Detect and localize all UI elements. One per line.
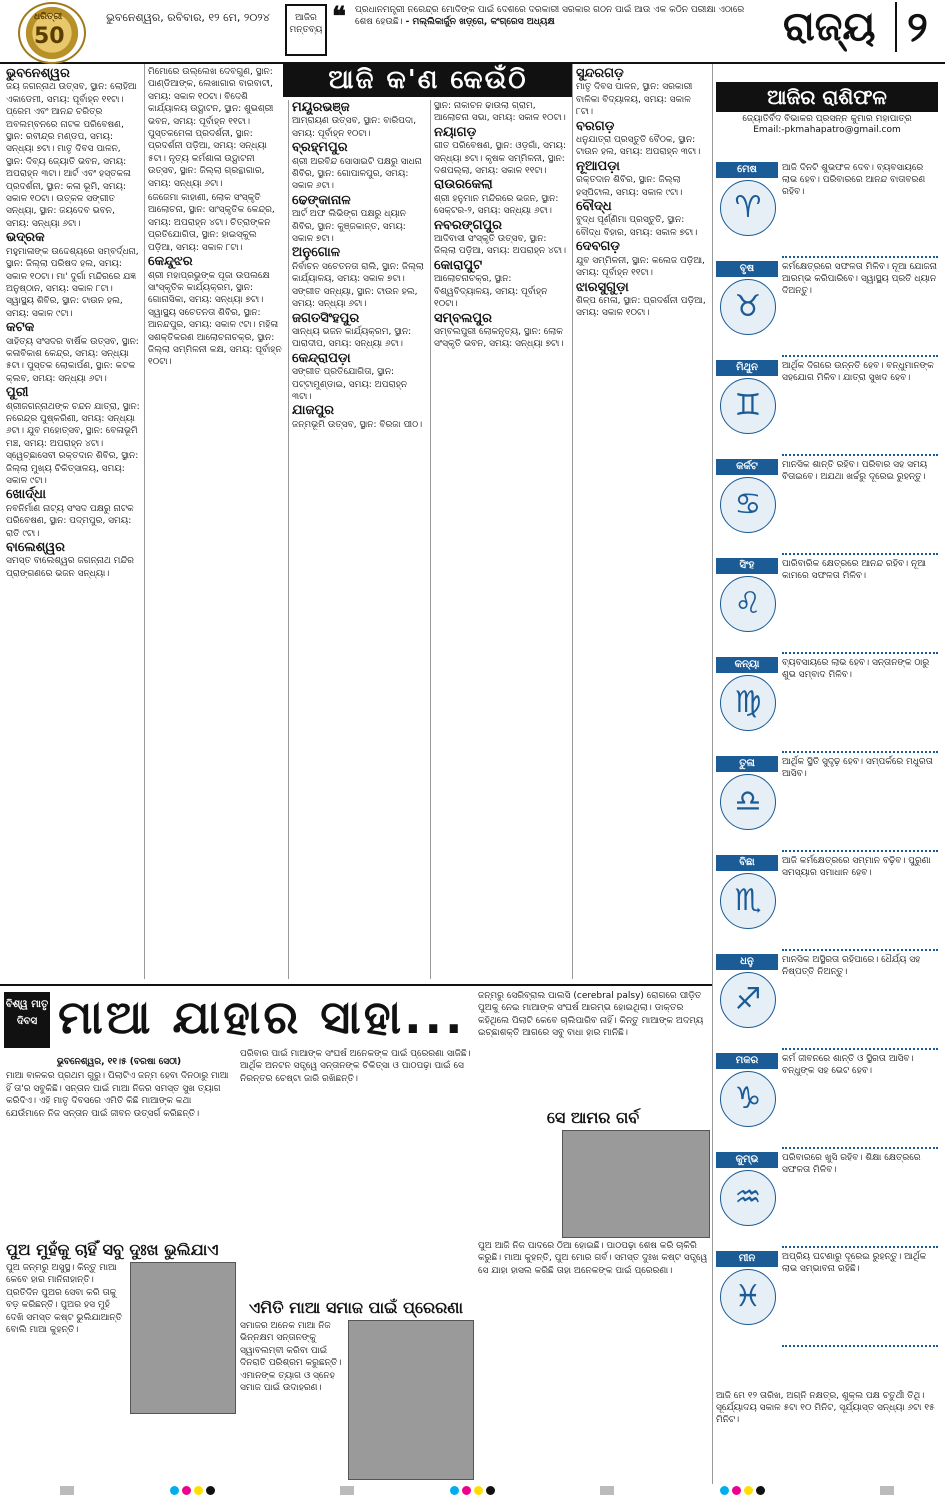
horoscope-sign [716, 261, 938, 349]
district-heading: ରାଉରକେଲା [434, 177, 493, 193]
story-body-1: ମାଆ ବାଳକର ପ୍ରଥମ ଗୁରୁ। ପିଲାଟିଏ ଜନ୍ମ ହେବା ଦିନଠାରୁ ମାଆ ହିଁ ତା'ର ସବୁକିଛି। ସନ୍ତାନ ପାଇଁ ମାଆ ନିଜର ସମସ୍ତ ସୁଖ ତ୍ୟାଗ କରିଦିଏ। ଏହି ମାତୃ ଦିବସରେ ଏମିତି କିଛି ମାଆଙ୍କ କଥା ଯେଉଁମାନେ ନିଜ ସନ୍ତାନ ପାଇଁ ଜୀବନ ଉତ୍ସର୍ଗ କରିଛନ୍ତି। [6, 1071, 229, 1119]
zodiac-icon: ♌ [720, 576, 776, 632]
district-heading: କେନ୍ଦ୍ରାପଡ଼ା [292, 350, 351, 366]
zodiac-icon: ♈ [720, 180, 776, 236]
horoscope-sign [716, 1251, 938, 1339]
district-heading: ଝାରସୁଗୁଡ଼ା [576, 279, 629, 295]
event-listing: ଜନ୍ମଭୂମି ଉତ୍ସବ, ସ୍ଥାନ: ବିରଜା ପୀଠ। [292, 419, 423, 430]
sign-name: ମୀନ [716, 1251, 778, 1267]
story-column-3c [478, 1240, 708, 1478]
zodiac-icon: ♎ [720, 774, 776, 830]
sign-name: ମିଥୁନ [716, 360, 778, 376]
event-listing: ଶ୍ରୀ ହନୁମାନ ମନ୍ଦିରରେ ଭଜନ, ସ୍ଥାନ: ସେକ୍ଟର-୨, ସମୟ: ସନ୍ଧ୍ୟା ୬ଟା। [434, 193, 559, 217]
sign-prediction: ଆର୍ଥିକ ଦିଗରେ ଉନ୍ନତି ହେବ। ବନ୍ଧୁମାନଙ୍କ ସହଯୋଗ ମିଳିବ। ଯାତ୍ରା ସୁଖଦ ହେବ। [782, 361, 934, 383]
divider [782, 553, 938, 555]
horoscope-sign [716, 1152, 938, 1240]
divider [782, 751, 938, 753]
events-column-3 [292, 100, 426, 978]
story-kicker: ବିଶ୍ୱ ମାତୃ ଦିବସ [4, 992, 50, 1048]
horoscope-title: ଆଜିର ରାଶିଫଳ [716, 82, 938, 112]
story-body-3: ପରିବାର ପାଇଁ ମାଆଙ୍କ ସଂଘର୍ଷ ଅନେକଙ୍କ ପାଇଁ ପ୍ରେରଣା ସାଜିଛି। ଆର୍ଥିକ ଅନଟନ ସତ୍ତ୍ୱେ ସନ୍ତାନଙ୍କ ଚିକିତ୍ସା ଓ ପାଠପଢ଼ା ପାଇଁ ସେ ନିରନ୍ତର ଚେଷ୍ଟା ଜାରି ରଖିଛନ୍ତି। [240, 1049, 471, 1084]
todays-comment-box: ଆଜିର ମନ୍ତବ୍ୟ [285, 4, 327, 56]
sign-name: ଧନୁ [716, 954, 778, 970]
story-dateline: ଭୁବନେଶ୍ୱର, ୧୧।୫ (ବରଷା ସେଠୀ) [56, 1057, 182, 1067]
event-listing: ଆମ୍ରାୟଣ ଉତ୍ସବ, ସ୍ଥାନ: ବାରିପଦା, ସମୟ: ପୂର୍ବାହ୍ନ ୧୦ଟା। [292, 116, 417, 139]
sign-prediction: କର୍ମକ୍ଷେତ୍ରରେ ସଫଳତା ମିଳିବ। ନୂଆ ଯୋଜନା ଆରମ୍ଭ କରିପାରିବେ। ସ୍ୱାସ୍ଥ୍ୟ ପ୍ରତି ଧ୍ୟାନ ଦିଅନ୍ତୁ। [782, 262, 937, 296]
divider [782, 355, 938, 357]
district-heading: କୋରାପୁଟ [434, 257, 483, 273]
sign-prediction: ଆଜି ଦିନଟି ଶୁଭଫଳ ଦେବ। ବ୍ୟବସାୟରେ ଲାଭ ହେବ। ପରିବାରରେ ଆନନ୍ଦ ବାତାବରଣ ରହିବ। [782, 163, 926, 197]
event-listing: ନବନିର୍ମାଣ ନାଟ୍ୟ ସଂସଦ ପକ୍ଷରୁ ନାଟକ ପରିବେଷଣ, ସ୍ଥାନ: ପଦ୍ମପୁର, ସମୟ: ରାତି ୯ଟା। [6, 503, 134, 539]
horoscope-sign [716, 756, 938, 844]
divider [782, 454, 938, 456]
sign-prediction: କର୍ମ ଜୀବନରେ ଶାନ୍ତି ଓ ସ୍ଥିରତା ଆସିବ। ବନ୍ଧୁଙ୍କ ସହ ଭେଟ ହେବ। [782, 1054, 914, 1076]
print-registration-marks [0, 1483, 945, 1498]
events-column-1 [6, 66, 140, 978]
sign-prediction: ଆର୍ଥିକ ସ୍ଥିତି ସୁଦୃଢ଼ ହେବ। ସମ୍ପର୍କରେ ମଧୁରତା ଆସିବ। [782, 757, 933, 779]
event-listing: ଆଲୋଚନାଚକ୍ର, ସ୍ଥାନ: ବିଶ୍ୱବିଦ୍ୟାଳୟ, ସମୟ: ପୂର୍ବାହ୍ନ ୧୦ଟା। [434, 274, 548, 310]
events-column-2 [148, 66, 284, 978]
sign-prediction: ବ୍ୟବସାୟରେ ଲାଭ ହେବ। ସନ୍ତାନଙ୍କ ଠାରୁ ଶୁଭ ସମ୍ବାଦ ମିଳିବ। [782, 658, 930, 680]
district-heading: ବ୍ରହ୍ମପୁର [292, 140, 348, 156]
district-heading: ଭଦ୍ରକ [6, 230, 45, 246]
zodiac-icon: ♏ [720, 873, 776, 929]
story-subhead-1: ପୁଅ ମୁହଁକୁ ଚାହିଁ ସବୁ ଦୁଃଖ ଭୁଲିଯାଏ [6, 1240, 219, 1259]
district-heading: ଯାଜପୁର [292, 403, 335, 419]
horoscope-sign [716, 855, 938, 943]
event-listing: ରକ୍ତଦାନ ଶିବିର, ସ୍ଥାନ: ଜିଲ୍ଲା ହସ୍ପିଟାଲ, ସମୟ: ସକାଳ ୯ଟା। [576, 175, 683, 198]
zodiac-icon: ♓ [720, 1269, 776, 1325]
quote-author: - ମଲ୍ଲିକାର୍ଜୁନ ଖଡ଼୍ଗେ, କଂଗ୍ରେସ ଅଧ୍ୟକ୍ଷ [405, 17, 555, 27]
district-heading: ବାଲେଶ୍ୱର [6, 540, 65, 556]
zodiac-icon: ♉ [720, 279, 776, 335]
zodiac-icon: ♋ [720, 477, 776, 533]
story-photo-3 [562, 1130, 710, 1238]
sign-name: ବୃଷ [716, 261, 778, 277]
zodiac-icon: ♊ [720, 378, 776, 434]
district-heading: ଅନୁଗୋଳ [292, 245, 341, 261]
horoscope-byline: ଜ୍ୟୋତିର୍ବିଦ ବିଭାକର ପ୍ରସନ୍ନ କୁମାର ମହାପାତ୍ର Email:-pkmahapatro@gmail.com [742, 114, 912, 135]
events-banner: ଆଜି କ'ଣ କେଉଁଠି [283, 63, 573, 97]
district-heading: ଜଗତସିଂହପୁର [292, 310, 360, 326]
district-heading: ନୟାଗଡ଼ [434, 124, 477, 140]
event-listing: ସ୍ଥାନ: ନାକାଚନ ଢାଉଲା ଗ୍ରାମ, ଆଲୋଚନା ସଭା, ସମୟ: ସକାଳ ୧୦ଟା। [434, 101, 566, 124]
sign-name: ବିଛା [716, 855, 778, 871]
event-listing: ସଙ୍ଗୀତ ପ୍ରତିଯୋଗିତା, ସ୍ଥାନ: ପଟ୍ଟାମୁଣ୍ଡାଇ, ସମୟ: ଅପରାହ୍ନ ୩ଟା। [292, 367, 408, 402]
sign-name: କନ୍ୟା [716, 657, 778, 673]
story-column-3 [478, 990, 708, 1105]
district-heading: ବରଗଡ଼ [576, 118, 615, 134]
divider [782, 652, 938, 654]
zodiac-icon: ♒ [720, 1170, 776, 1226]
dateline: ଭୁବନେଶ୍ୱର, ରବିବାର, ୧୨ ମେ, ୨୦୨୪ [106, 11, 270, 24]
sign-prediction: ଆଜି କର୍ମକ୍ଷେତ୍ରରେ ସମ୍ମାନ ବଢ଼ିବ। ପୁରୁଣା ସମସ୍ୟାର ସମାଧାନ ହେବ। [782, 856, 931, 878]
section-title: ରାଜ୍ୟ [783, 4, 876, 50]
sign-name: କୁମ୍ଭ [716, 1152, 778, 1168]
divider [782, 949, 938, 951]
district-heading: ଭୁବନେଶ୍ୱର [6, 66, 70, 81]
sign-name: ମକର [716, 1053, 778, 1069]
events-column-5 [576, 66, 708, 978]
event-listing: ଶ୍ରୀ ଅରବିନ୍ଦ ସୋସାଇଟି ପକ୍ଷରୁ ସାଧନା ଶିବିର, ସ୍ଥାନ: ଗୋପାଳପୁର, ସମୟ: ସକାଳ ୬ଟା। [292, 156, 422, 192]
sign-name: କର୍କଟ [716, 459, 778, 475]
event-listing: ଜେଜେମା କାହାଣୀ, ଲୋକ ସଂସ୍କୃତି ଆଲୋଚନା, ସ୍ଥାନ: ସାଂସ୍କୃତିକ କେନ୍ଦ୍ର, ସମୟ: ଅପରାହ୍ନ ୪ଟା। ଚିତ୍ରାଙ୍କନ ପ୍ରତିଯୋଗିତା, ସ୍ଥାନ: ହାଇସ୍କୁଲ ପଡ଼ିଆ, ସମୟ: ସକାଳ ୮ଟା। [148, 193, 275, 253]
page-number: ୨ [895, 2, 928, 52]
story-body-4: ସମାଜର ଅନେକ ମାଆ ନିଜ ଭିନ୍ନକ୍ଷମ ସନ୍ତାନଙ୍କୁ ସ୍ୱାବଲମ୍ବୀ କରିବା ପାଇଁ ଦିନରାତି ପରିଶ୍ରମ କରୁଛନ୍ତି। ଏମାନଙ୍କ ତ୍ୟାଗ ଓ ସ୍ନେହ ସମାଜ ପାଇଁ ଉଦାହରଣ। [240, 1321, 342, 1394]
event-listing: ଶିଳ୍ପ ମେଳା, ସ୍ଥାନ: ପ୍ରଦର୍ଶନୀ ପଡ଼ିଆ, ସମୟ: ସକାଳ ୧୦ଟା। [576, 295, 706, 319]
event-listing: ମହୁମାଳାଙ୍କ ଉଦ୍ଦେଶ୍ୟରେ ସମ୍ବର୍ଦ୍ଧନା, ସ୍ଥାନ: ଜିଲ୍ଲା ପରିଷଦ ହଲ, ସମୟ: ସକାଳ ୧୦ଟା। ମା' ଦୁର୍ଗା ମନ୍ଦିରରେ ଯଜ୍ଞ ଅନୁଷ୍ଠାନ, ସମୟ: ସକାଳ ୮ଟା। ସ୍ୱାସ୍ଥ୍ୟ ଶିବିର, ସ୍ଥାନ: ଟାଉନ ହଲ, ସମୟ: ସକାଳ ୯ଟା। [6, 246, 139, 319]
horoscope-footer: ଆଜି ମେ ୧୨ ତାରିଖ, ଅଗ୍ନି ନକ୍ଷତ୍ର, ଶୁକ୍ଲ ପକ୍ଷ ଚତୁର୍ଥୀ ତିଥି। ସୂର୍ଯ୍ୟୋଦୟ ସକାଳ ୫ଟା ୧୦ ମିନିଟ, ସୂର୍ଯ୍ୟାସ୍ତ ସନ୍ଧ୍ୟା ୬ଟା ୧୫ ମିନିଟ। [716, 1391, 935, 1425]
story-body-6: ପୁଅ ଆଜି ନିଜ ପାଦରେ ଠିଆ ହୋଇଛି। ପାଠପଢ଼ା ଶେଷ କରି ଚାକିରି କରୁଛି। ମାଆ କୁହନ୍ତି, ପୁଅ ମୋର ଗର୍ବ। ସମସ୍ତ ଦୁଃଖ କଷ୍ଟ ସତ୍ତ୍ୱେ ସେ ଯାହା ହାସଲ କରିଛି ତାହା ଅନେକଙ୍କ ପାଇଁ ପ୍ରେରଣା। [478, 1241, 708, 1276]
district-heading: ଢେଙ୍କାନାଳ [292, 192, 351, 208]
story-body-2: ପୁଅ ଜନ୍ମରୁ ଅସୁସ୍ଥ। କିନ୍ତୁ ମାଆ କେବେ ହାର ମାନିନାହାନ୍ତି। ପ୍ରତିଦିନ ପୁଅର ସେବା କରି ତାକୁ ବଡ଼ କରିଛନ୍ତି। ପୁଅର ହସ ମୁହଁ ଦେଖି ସମସ୍ତ କଷ୍ଟ ଭୁଲିଯାଆନ୍ତି ବୋଲି ମାଆ କୁହନ୍ତି। [6, 1263, 122, 1336]
horoscope-email: Email:-pkmahapatro@gmail.com [753, 125, 901, 135]
sign-prediction: ପରିବାରରେ ଖୁସି ରହିବ। ଶିକ୍ଷା କ୍ଷେତ୍ରରେ ସଫଳତା ମିଳିବ। [782, 1153, 921, 1175]
events-column-4 [434, 100, 568, 978]
district-heading: ବୌଦ୍ଧ [576, 199, 612, 215]
logo-number: 50 [34, 24, 65, 49]
sign-name: ମେଷ [716, 162, 778, 178]
story-column-1b [6, 1262, 126, 1478]
story-column-2b [240, 1320, 344, 1478]
district-heading: ସମ୍ବଲପୁର [434, 310, 492, 326]
sign-name: ତୁଳା [716, 756, 778, 772]
quote-text: ପ୍ରଧାନମନ୍ତ୍ରୀ ନରେନ୍ଦ୍ର ମୋଦିଙ୍କ ପାଇଁ ଦେଶରେ ଦରକାରୀ ସରକାର ଗଠନ ପାଇଁ ଆଉ ଏକ କଠିନ ପରୀକ୍ଷା ଏଠାରେ ଶେଷ ହେଉଛି। - ମଲ୍ଲିକାର୍ଜୁନ ଖଡ଼୍ଗେ, କଂଗ୍ରେସ ଅଧ୍ୟକ୍ଷ [355, 5, 745, 27]
divider [782, 1048, 938, 1050]
horoscope-sign [716, 954, 938, 1042]
district-heading: ଦେବଗଡ଼ [576, 239, 620, 255]
event-listing: ସାହିତ୍ୟ ସଂସଦର ବାର୍ଷିକ ଉତ୍ସବ, ସ୍ଥାନ: କଳାବିକାଶ କେନ୍ଦ୍ର, ସମୟ: ସନ୍ଧ୍ୟା ୫ଟା। ପୁସ୍ତକ ଲୋକାର୍ପଣ, ସ୍ଥାନ: କଟକ କ୍ଲବ, ସମୟ: ସନ୍ଧ୍ୟା ୬ଟା। [6, 336, 139, 384]
sign-prediction: ଅପ୍ରିୟ ଘଟଣାରୁ ଦୂରେଇ ରୁହନ୍ତୁ। ଆର୍ଥିକ ଲାଭ ସମ୍ଭାବନା ରହିଛି। [782, 1252, 927, 1274]
divider [782, 1147, 938, 1149]
story-column-1 [6, 1056, 232, 1236]
event-listing: ଆର୍ଟ ଅଫ ଲିଭିଙ୍ଗ ପକ୍ଷରୁ ଧ୍ୟାନ ଶିବିର, ସ୍ଥାନ: କୁଞ୍ଜକାନ୍ତ, ସମୟ: ସକାଳ ୭ଟା। [292, 209, 407, 245]
event-listing: ସମସ୍ତ ବାଲେଶ୍ୱର ଜଗନ୍ନାଥ ମନ୍ଦିର ପ୍ରାଙ୍ଗଣରେ ଭଜନ ସନ୍ଧ୍ୟା। [6, 556, 134, 579]
district-heading: ଖୋର୍ଦ୍ଧା [6, 487, 46, 503]
event-listing: ସାନ୍ଧ୍ୟ ଭଜନ କାର୍ଯ୍ୟକ୍ରମ, ସ୍ଥାନ: ପାରାଦୀପ, ସମୟ: ସନ୍ଧ୍ୟା ୬ଟା। [292, 326, 412, 350]
zodiac-icon: ♐ [720, 972, 776, 1028]
story-column-2 [240, 1048, 472, 1293]
event-listing: ମିମୋରେ ଉଲ୍ଲେଖ ଦେବଗୁଣ, ସ୍ଥାନ: ପାଣ୍ଡିଆଙ୍କ, ଲେଖାଗାର ବାରବାଟୀ, ସମୟ: ସକାଳ ୧୦ଟା। ବିଦେଶି କାର୍ଯ୍ୟାଳୟ ଉଦ୍ଘାଟନ, ସ୍ଥାନ: ଶୁଭଶ୍ରୀ ଭବନ, ସମୟ: ପୂର୍ବାହ୍ନ ୧୧ଟା। ପୁସ୍ତକମେଳା ପ୍ରଦର୍ଶନୀ, ସ୍ଥାନ: ପ୍ରଦର୍ଶନୀ ପଡ଼ିଆ, ସମୟ: ସନ୍ଧ୍ୟା ୫ଟା। ନୃତ୍ୟ କର୍ମଶାଳା ଉଦ୍ଘାଟନୀ ଉତ୍ସବ, ସ୍ଥାନ: ଜିଲ୍ଲା ଗ୍ରନ୍ଥାଗାର, ସମୟ: ସନ୍ଧ୍ୟା ୬ଟା। [148, 67, 274, 189]
event-listing: ଶ୍ରୀ ମହାପ୍ରଭୁଙ୍କ ପୂଜା ଉପଲକ୍ଷେ ସାଂସ୍କୃତିକ କାର୍ଯ୍ୟକ୍ରମ, ସ୍ଥାନ: ଗୋନାସିକା, ସମୟ: ସନ୍ଧ୍ୟା ୭ଟା। ସ୍ୱାସ୍ଥ୍ୟ ସଚେତନତା ଶିବିର, ସ୍ଥାନ: ଆନନ୍ଦପୁର, ସମୟ: ସକାଳ ୯ଟା। ମହିଳା ସଶକ୍ତିକରଣ ଆଲୋଚନାଚକ୍ର, ସ୍ଥାନ: ଜିଲ୍ଲା ସମ୍ମିଳନୀ କକ୍ଷ, ସମୟ: ପୂର୍ବାହ୍ନ ୧୦ଟା। [148, 270, 282, 368]
horoscope-sign [716, 657, 938, 745]
district-heading: ନବରଙ୍ଗପୁର [434, 217, 503, 233]
event-listing: ଜୟ ଜଗନ୍ନାଥ ଉତ୍ସବ, ସ୍ଥାନ: ଲୋହିଆ ଏକାଡେମୀ, ସମୟ: ପୂର୍ବାହ୍ନ ୧୧ଟା। ପ୍ରେମ ଏବଂ ଆନନ୍ଦ ଚରିତ୍ର ଅବଲମ୍ବନରେ ନାଟକ ପରିବେଷଣ, ସ୍ଥାନ: ରବୀନ୍ଦ୍ର ମଣ୍ଡପ, ସମୟ: ସନ୍ଧ୍ୟା ୭ଟା। ମାତୃ ଦିବସ ପାଳନ, ସ୍ଥାନ: ଦିବ୍ୟ ଜ୍ୟୋତି ଭବନ, ସମୟ: ଅପରାହ୍ନ ୩ଟା। ଆର୍ଟ ଏବଂ ହସ୍ତକଳା ପ୍ରଦର୍ଶନୀ, ସ୍ଥାନ: କଳା ଭୂମି, ସମୟ: ସକାଳ ୧୦ଟା। ଉତ୍କଳ ସଙ୍ଗୀତ ସନ୍ଧ୍ୟା, ସ୍ଥାନ: ଜୟଦେବ ଭବନ, ସମୟ: ସନ୍ଧ୍ୟା ୬ଟା। [6, 82, 137, 229]
divider [782, 1246, 938, 1248]
divider [782, 256, 938, 258]
event-listing: ଯୁବ ସମ୍ମିଳନୀ, ସ୍ଥାନ: କଲେଜ ପଡ଼ିଆ, ସମୟ: ପୂର୍ବାହ୍ନ ୧୧ଟା। [576, 255, 705, 279]
horoscope-sign [716, 459, 938, 547]
masthead [0, 0, 945, 64]
horoscope-sign [716, 360, 938, 448]
divider [782, 1345, 938, 1347]
sign-prediction: ମାନସିକ ଅସ୍ଥିରତା ରହିପାରେ। ଧୈର୍ଯ୍ୟ ସହ ନିଷ୍ପତ୍ତି ନିଅନ୍ତୁ। [782, 955, 921, 977]
district-heading: ମୟୂରଭଞ୍ଜ [292, 100, 350, 115]
event-listing: ଧନୁଯାତ୍ରା ପ୍ରସ୍ତୁତି ବୈଠକ, ସ୍ଥାନ: ଟାଉନ ହଲ, ସମୟ: ଅପରାହ୍ନ ୩ଟା। [576, 135, 701, 158]
event-listing: ଆଦିବାସୀ ସଂସ୍କୃତି ଉତ୍ସବ, ସ୍ଥାନ: ଜିଲ୍ଲା ପଡ଼ିଆ, ସମୟ: ଅପରାହ୍ନ ୪ଟା। [434, 234, 567, 257]
divider [782, 850, 938, 852]
event-listing: ବୁଦ୍ଧ ପୂର୍ଣ୍ଣିମା ପ୍ରସ୍ତୁତି, ସ୍ଥାନ: ବୌଦ୍ଧ ବିହାର, ସମୟ: ସକାଳ ୭ଟା। [576, 215, 698, 238]
event-listing: ଗୀତ ପରିବେଷଣ, ସ୍ଥାନ: ଓଡ଼ଗାଁ, ସମୟ: ସନ୍ଧ୍ୟା ୭ଟା। କୃଷକ ସମ୍ମିଳନୀ, ସ୍ଥାନ: ଦଶପଲ୍ଲା, ସମୟ: ସକାଳ ୧୧ଟା। [434, 141, 567, 177]
story-column-3b [478, 1130, 558, 1236]
district-heading: କେନ୍ଦୁଝର [148, 254, 193, 270]
district-heading: ନୂଆପଡ଼ା [576, 158, 620, 174]
story-subhead-2: ଏମିତି ମାଆ ସମାଜ ପାଇଁ ପ୍ରେରଣା [248, 1298, 464, 1317]
district-heading: ପୁରୀ [6, 385, 29, 401]
sign-prediction: ମାନସିକ ଶାନ୍ତି ରହିବ। ପରିବାର ସହ ସମୟ ବିତାଇବେ। ଅଯଥା ଖର୍ଚ୍ଚରୁ ଦୂରେଇ ରୁହନ୍ତୁ। [782, 460, 928, 482]
event-listing: ଶ୍ରୀଜଗନ୍ନାଥଙ୍କ ଚନ୍ଦନ ଯାତ୍ରା, ସ୍ଥାନ: ନରେନ୍ଦ୍ର ପୁଷ୍କରିଣୀ, ସମୟ: ସନ୍ଧ୍ୟା ୬ଟା। ଯୁବ ମହୋତ୍ସବ, ସ୍ଥାନ: ବେଳାଭୂମି ମଞ୍ଚ, ସମୟ: ଅପରାହ୍ନ ୪ଟା। ସ୍ୱେଚ୍ଛାସେବୀ ରକ୍ତଦାନ ଶିବିର, ସ୍ଥାନ: ଜିଲ୍ଲା ମୁଖ୍ୟ ଚିକିତ୍ସାଳୟ, ସମୟ: ସକାଳ ୯ଟା। [6, 401, 140, 486]
story-headline: ମାଆ ଯାହାର ସାହା... [58, 990, 466, 1044]
story-subhead-3: ସେ ଆମର ଗର୍ବ [546, 1108, 640, 1127]
zodiac-icon: ♑ [720, 1071, 776, 1127]
story-body-5: ଜନ୍ମରୁ ସେରିବ୍ରାଲ ପାଲସି (cerebral palsy) ରୋଗରେ ପୀଡ଼ିତ ପୁଅକୁ ନେଇ ମାଆଙ୍କ ସଂଘର୍ଷ ଆରମ୍ଭ ହୋଇଥିଲା। ଡାକ୍ତର କହିଥିଲେ ପିଲାଟି କେବେ ଚାଲିପାରିବ ନାହିଁ। କିନ୍ତୁ ମାଆଙ୍କ ଅଦମ୍ୟ ଇଚ୍ଛାଶକ୍ତି ଆଗରେ ସବୁ ବାଧା ହାର ମାନିଛି। [478, 991, 704, 1039]
logo-text: ଧରିତ୍ରୀ [34, 12, 63, 22]
story-photo-1 [130, 1262, 236, 1414]
horoscope-sign [716, 1053, 938, 1141]
sign-prediction: ପାରିବାରିକ କ୍ଷେତ୍ରରେ ଆନନ୍ଦ ରହିବ। ନୂଆ କାମରେ ସଫଳତା ମିଳିବ। [782, 559, 926, 581]
horoscope-sign [716, 162, 938, 250]
event-listing: ନିର୍ବାଚନ ସଚେତନତା ରାଲି, ସ୍ଥାନ: ଜିଲ୍ଲା କାର୍ଯ୍ୟାଳୟ, ସମୟ: ସକାଳ ୭ଟା। ସଙ୍ଗୀତ ସନ୍ଧ୍ୟା, ସ୍ଥାନ: ଟାଉନ ହଲ, ସମୟ: ସନ୍ଧ୍ୟା ୬ଟା। [292, 261, 424, 310]
district-heading: ସୁନ୍ଦରଗଡ଼ [576, 66, 624, 81]
district-heading: କଟକ [6, 320, 35, 336]
event-listing: ମାତୃ ଦିବସ ପାଳନ, ସ୍ଥାନ: ସରକାରୀ ବାଳିକା ବିଦ୍ୟାଳୟ, ସମୟ: ସକାଳ ୮ଟା। [576, 82, 693, 118]
horoscope-sign [716, 558, 938, 646]
zodiac-icon: ♍ [720, 675, 776, 731]
quote-icon: ❝ [332, 2, 346, 32]
event-listing: ସମ୍ବଲପୁରୀ ଲୋକନୃତ୍ୟ, ସ୍ଥାନ: ଲୋକ ସଂସ୍କୃତି ଭବନ, ସମୟ: ସନ୍ଧ୍ୟା ୭ଟା। [434, 326, 564, 350]
sign-name: ସିଂହ [716, 558, 778, 574]
story-photo-2 [348, 1320, 474, 1480]
